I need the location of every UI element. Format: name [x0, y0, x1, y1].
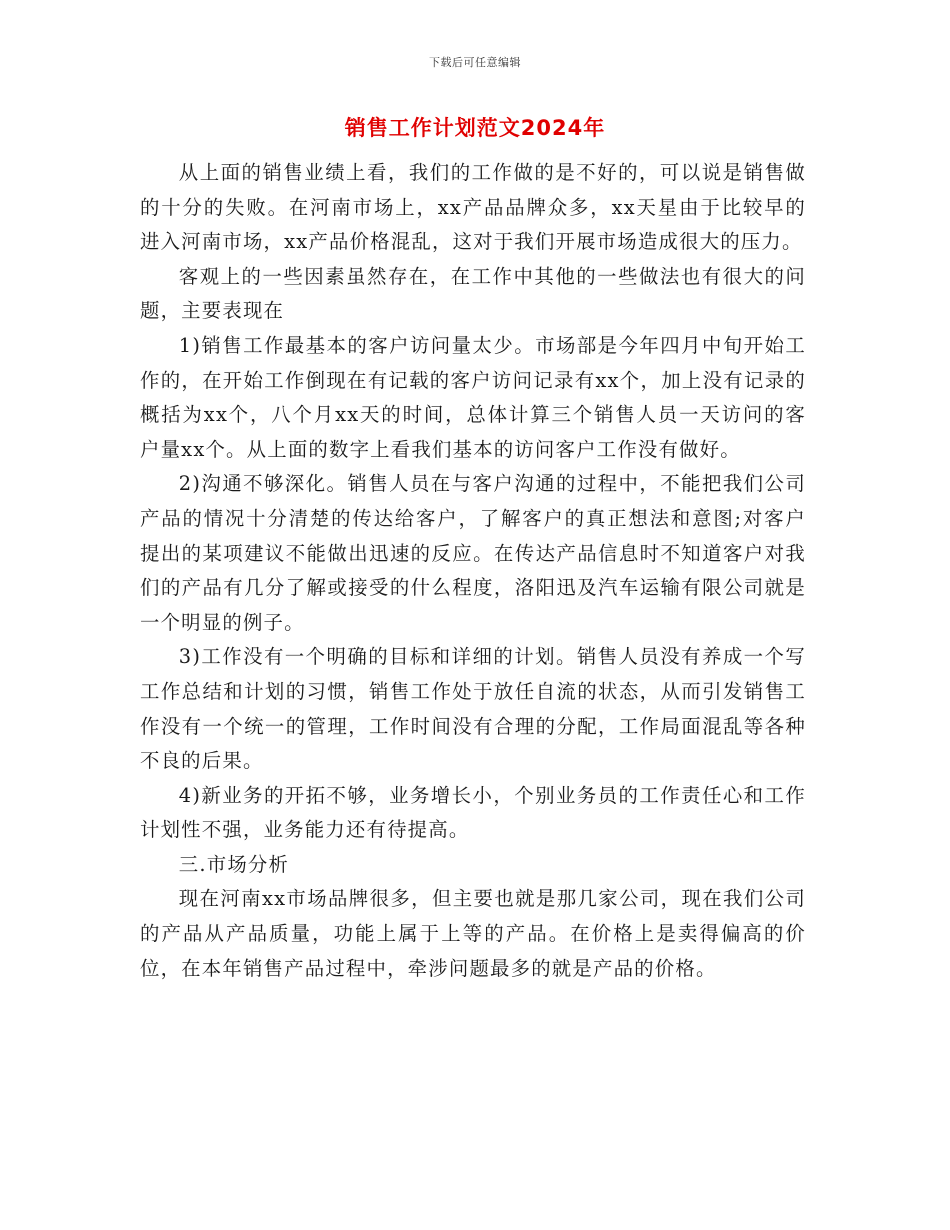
paragraph-problems-intro: 客观上的一些因素虽然存在，在工作中其他的一些做法也有很大的问题，主要表现在 [140, 264, 806, 323]
paragraph-point-4: 4)新业务的开拓不够，业务增长小，个别业务员的工作责任心和工作计划性不强，业务能力还有待提高。 [140, 783, 806, 842]
paragraph-point-1: 1)销售工作最基本的客户访问量太少。市场部是今年四月中旬开始工作的，在开始工作倒现在有记载的客户访问记录有xx个，加上没有记录的概括为xx个，八个月xx天的时间，总体计算三个销售人员一天访问的客户量xx个。从上面的数字上看我们基本的访问客户工作没有做好。 [140, 333, 806, 461]
document-title: 销售工作计划范文2024年 [344, 116, 606, 140]
section-heading-market-analysis: 三.市场分析 [178, 852, 290, 876]
document-body [140, 156, 806, 986]
paragraph-point-3: 3)工作没有一个明确的目标和详细的计划。销售人员没有养成一个写工作总结和计划的习惯，销售工作处于放任自流的状态，从而引发销售工作没有一个统一的管理，工作时间没有合理的分配，工作局面混乱等各种不良的后果。 [140, 645, 806, 773]
paragraph-market-analysis: 现在河南xx市场品牌很多，但主要也就是那几家公司，现在我们公司的产品从产品质量，功能上属于上等的产品。在价格上是卖得偏高的价位，在本年销售产品过程中，牵涉问题最多的就是产品的价格。 [140, 887, 806, 980]
header-note: 下载后可任意编辑 [429, 56, 521, 69]
paragraph-intro: 从上面的销售业绩上看，我们的工作做的是不好的，可以说是销售做的十分的失败。在河南市场上，xx产品品牌众多，xx天星由于比较早的进入河南市场，xx产品价格混乱，这对于我们开展市场造成很大的压力。 [140, 161, 806, 254]
paragraph-point-2: 2)沟通不够深化。销售人员在与客户沟通的过程中，不能把我们公司产品的情况十分清楚的传达给客户，了解客户的真正想法和意图;对客户提出的某项建议不能做出迅速的反应。在传达产品信息时不知道客户对我们的产品有几分了解或接受的什么程度，洛阳迅及汽车运输有限公司就是一个明显的例子。 [140, 472, 806, 634]
